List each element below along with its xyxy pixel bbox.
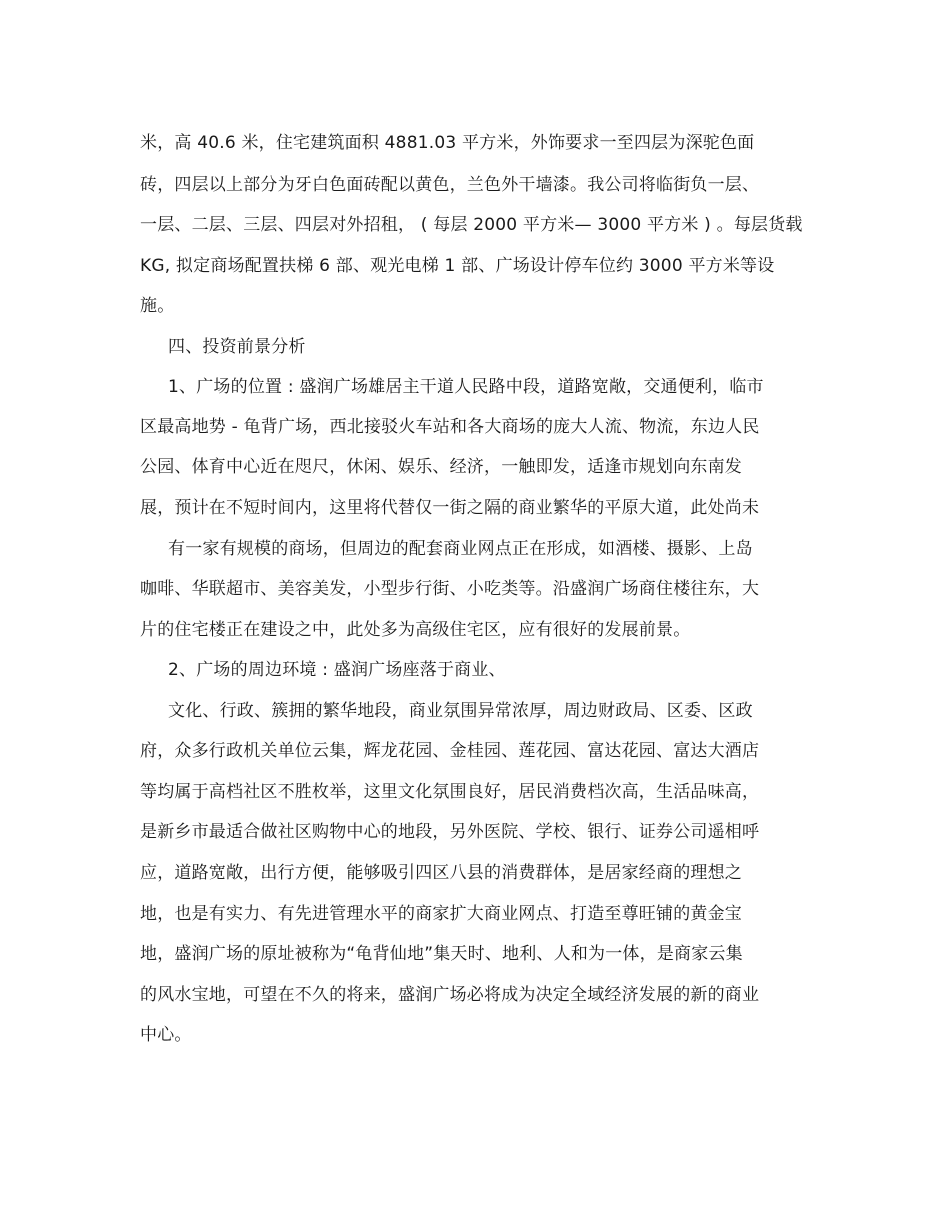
text-line: 文化、行政、簇拥的繁华地段，商业氛围异常浓厚，周边财政局、区委、区政 [168, 701, 753, 721]
text-line: 展，预计在不短时间内，这里将代替仅一街之隔的商业繁华的平原大道，此处尚未 [140, 498, 760, 518]
text-line: 地，也是有实力、有先进管理水平的商家扩大商业网点、打造至尊旺铺的黄金宝 [140, 904, 742, 924]
text-line: 片的住宅楼正在建设之中，此处多为高级住宅区，应有很好的发展前景。 [140, 620, 691, 640]
text-line: 府，众多行政机关单位云集，辉龙花园、金桂园、莲花园、富达花园、富达大酒店 [140, 741, 760, 761]
text-line: 一层、二层、三层、四层对外招租， ( 每层 2000 平方米— 3000 平方米 ) 。每层货载 [140, 215, 803, 235]
text-line: 米，高 40.6 米，住宅建筑面积 4881.03 平方米，外饰要求一至四层为深驼色面 [140, 133, 755, 153]
text-line: 公园、体育中心近在咫尺，休闲、娱乐、经济，一触即发，适逢市规划向东南发 [140, 457, 742, 477]
text-line: 施。 [140, 296, 175, 316]
text-line: 地，盛润广场的原址被称为“龟背仙地”集天时、地利、人和为一体，是商家云集 [140, 944, 743, 964]
text-line: 有一家有规模的商场，但周边的配套商业网点正在形成，如酒楼、摄影、上岛 [168, 539, 753, 559]
text-line: 应，道路宽敞，出行方便，能够吸引四区八县的消费群体，是居家经商的理想之 [140, 863, 742, 883]
text-line: 砖，四层以上部分为牙白色面砖配以黄色，兰色外干墙漆。我公司将临街负一层、 [140, 175, 760, 195]
text-line: 等均属于高档社区不胜枚举，这里文化氛围良好，居民消费档次高，生活品味高， [140, 782, 760, 802]
text-line: KG, 拟定商场配置扶梯 6 部、观光电梯 1 部、广场设计停车位约 3000 平方米等设 [140, 256, 775, 276]
section-heading: 四、投资前景分析 [168, 337, 306, 357]
text-line: 2、广场的周边环境 : 盛润广场座落于商业、 [168, 660, 506, 680]
text-line: 中心。 [140, 1025, 192, 1045]
text-line: 的风水宝地，可望在不久的将来，盛润广场必将成为决定全域经济发展的新的商业 [140, 985, 760, 1005]
text-line: 是新乡市最适合做社区购物中心的地段，另外医院、学校、银行、证券公司遥相呼 [140, 822, 760, 842]
text-line: 区最高地势 - 龟背广场，西北接驳火车站和各大商场的庞大人流、物流，东边人民 [140, 417, 760, 437]
text-line: 咖啡、华联超市、美容美发，小型步行街、小吃类等。沿盛润广场商住楼往东，大 [140, 579, 760, 599]
text-line: 1、广场的位置 : 盛润广场雄居主干道人民路中段，道路宽敞，交通便利，临市 [168, 377, 764, 397]
